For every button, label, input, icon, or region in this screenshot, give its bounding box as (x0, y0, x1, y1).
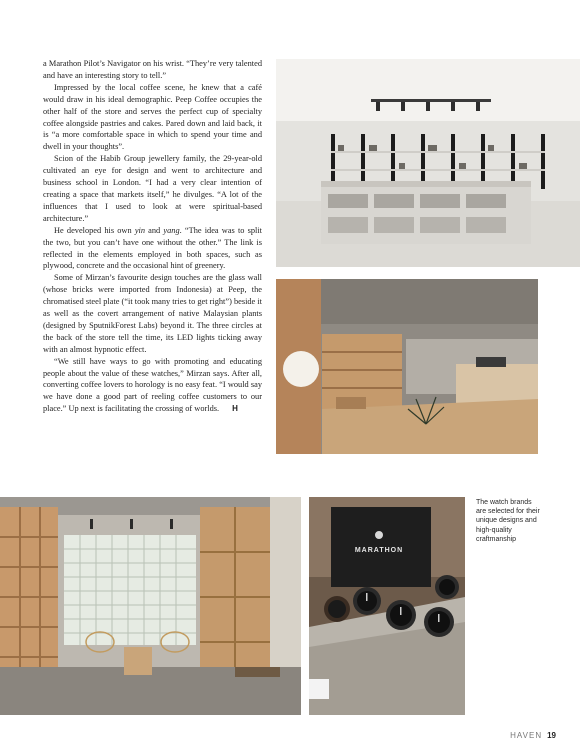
article-paragraph: Impressed by the local coffee scene, he knew that a café would draw in his ideal demographic. Peep Coffee occupies the other half of the store and serves the perfect cup of specialty coffee alongside pastries and cakes. Pared down and laid back, it is “a more comfortable space in which to spend your time and dwell in your thoughts”. (43, 82, 262, 152)
glass-brick-corner-illustration (0, 497, 301, 715)
article-paragraph: Some of Mirzan’s favourite design touches are the glass wall (whose bricks were imported from Indonesia) at Peep, the chromatised steel plate (“it took many tries to get right”) beside it as well as the covert arrangement of native Malaysian plants (designed by SputnikForest Labs) beyond it. The three circles at the back of the store tell the time, its LED lights ticking away with an almost hypnotic effect. (43, 273, 262, 354)
publication-name: HAVEN (510, 731, 543, 740)
glass-brick-corner-photo (0, 497, 301, 715)
italic-yin: yin (134, 225, 146, 235)
italic-yang: yang (163, 225, 180, 235)
text-run: “We still have ways to go with promoting and educating people about the value of these watches,” Mirzan says. After all, converting coffee lovers to horology is no easy feat. “I would say we have done a good part of reeling coffee customers to our place.” Up next is facilitating the crossing of worlds. (43, 356, 262, 414)
page-number: 19 (547, 731, 556, 740)
cafe-interior-illustration (276, 279, 538, 454)
article-body (43, 58, 262, 415)
watch-display-photo (309, 497, 465, 715)
article-paragraph (43, 225, 262, 273)
watch-display-illustration (309, 497, 465, 715)
watch-box-brand: MARATHON (354, 547, 404, 554)
page-folio (510, 731, 556, 740)
cafe-interior-photo (276, 279, 538, 454)
article-paragraph (43, 356, 262, 416)
text-run: . “The idea was to split the two, but you can’t have one without the other.” The link is reflected in the elements employed in both spaces, such as plywood, concrete and the occasional hint of greenery. (43, 225, 262, 271)
text-run: He developed his own (54, 225, 135, 235)
end-mark-icon: H (232, 404, 238, 414)
store-interior-photo (276, 59, 580, 267)
article-paragraph: Scion of the Habib Group jewellery family, the 29-year-old cultivated an eye for design and went to architecture and business school in London. “I had a very clear intention of creating a space that markets itself,” he divulges. “A lot of the influences that I used to look at were spiritual-based architecture.” (43, 154, 262, 223)
store-interior-illustration (276, 59, 580, 267)
photo-caption: The watch brands are selected for their unique designs and high-quality craftmanship (476, 499, 540, 543)
text-run: and (145, 225, 164, 235)
article-paragraph: a Marathon Pilot’s Navigator on his wrist. “They’re very talented and have an interesting story to tell.” (43, 59, 262, 80)
